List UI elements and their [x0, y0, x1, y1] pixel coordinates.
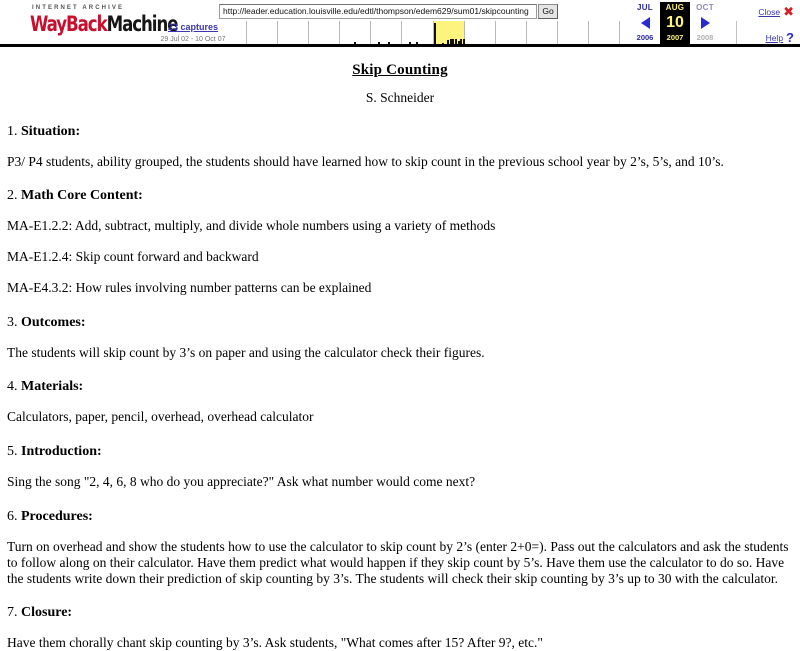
prev-period-column[interactable]	[630, 2, 660, 45]
wayback-machine-toolbar	[0, 0, 800, 47]
timeline-month[interactable]	[371, 21, 402, 47]
page-title: Skip Counting	[352, 62, 448, 78]
section-heading-6	[7, 510, 793, 524]
timeline-month[interactable]	[558, 21, 589, 47]
section-body-7: Have them chorally chant skip counting by 3’s. Ask students, "What comes after 15? After 9?, etc."	[7, 635, 543, 651]
timeline-capture-bar[interactable]	[378, 42, 380, 47]
timeline-month[interactable]	[527, 21, 558, 47]
timeline-capture-bars	[340, 21, 370, 47]
next-month-label: OCT	[696, 3, 714, 12]
section-body-3: The students will skip count by 3’s on paper and using the calculator check their figures.	[7, 344, 485, 360]
timeline-capture-bars	[558, 21, 588, 47]
timeline-capture-bar[interactable]	[447, 40, 449, 47]
close-icon[interactable]: ✖	[783, 4, 794, 19]
timeline-capture-bars	[247, 21, 277, 47]
section-label-4: Materials:	[21, 379, 84, 395]
section-number-4: 4.	[7, 379, 18, 395]
section-number-7: 7.	[7, 605, 18, 621]
current-month-label: AUG	[665, 3, 685, 12]
current-year-label: 2007	[666, 33, 684, 42]
timeline-month[interactable]	[309, 21, 340, 47]
timeline-month[interactable]	[465, 21, 496, 47]
section-number-5: 5.	[7, 444, 18, 460]
section-body-6: Turn on overhead and show the students how to use the calculator to skip count by 2’s (enter 2+0=). Pass out the calculators and ask the students to follow along on their calculator. Have them predict what would happen if they skip count by 5’s. Have them use the calculator to do so. Have the students write down their prediction of skip counting by 3’s. The students will check their skip counting by 3’s up to 30 with the calculator.	[7, 538, 789, 586]
timeline-capture-bars	[309, 21, 339, 47]
section-number-1: 1.	[7, 123, 18, 139]
help-control[interactable]	[738, 30, 794, 45]
section-number-3: 3.	[7, 314, 18, 330]
timeline-capture-bars	[434, 21, 464, 47]
timeline-capture-bar[interactable]	[442, 43, 444, 47]
section-label-7: Closure:	[21, 605, 73, 621]
section-label-1: Situation:	[21, 123, 81, 139]
timeline-capture-bars	[371, 21, 401, 47]
timeline-capture-bar[interactable]	[388, 42, 390, 47]
section-heading-4	[7, 380, 793, 394]
section-label-5: Introduction:	[21, 444, 102, 460]
timeline-capture-bars	[589, 21, 619, 47]
prev-arrow-cell[interactable]	[630, 13, 660, 33]
url-input[interactable]	[219, 4, 537, 19]
section-number-6: 6.	[7, 508, 18, 524]
help-link[interactable]: Help	[765, 33, 784, 43]
section-body-2-line-1: MA-E1.2.2: Add, subtract, multiply, and divide whole numbers using a variety of methods	[7, 218, 496, 234]
section-label-6: Procedures:	[21, 508, 93, 524]
timeline-capture-bar[interactable]	[416, 42, 418, 47]
captures-date-range: 29 Jul 02 - 10 Oct 07	[160, 36, 226, 43]
timeline-month[interactable]	[589, 21, 620, 47]
section-heading-2	[7, 189, 793, 203]
date-navigator	[630, 2, 730, 45]
next-year-label: 2008	[696, 33, 714, 42]
help-icon[interactable]: ?	[786, 30, 794, 45]
timeline-capture-bar[interactable]	[354, 42, 356, 47]
logo-wayback-text: WayBack	[30, 12, 107, 36]
timeline-month[interactable]	[247, 21, 278, 47]
section-body-4: Calculators, paper, pencil, overhead, overhead calculator	[7, 409, 314, 425]
section-label-2: Math Core Content:	[21, 188, 143, 204]
url-input-value: http://leader.education.louisville.edu/edtl/thompson/edem629/sum01/skipcounting	[223, 6, 529, 16]
chevron-right-icon[interactable]	[701, 17, 710, 29]
prev-year-label: 2006	[636, 33, 654, 42]
prev-month-label: JUL	[636, 3, 653, 12]
section-body-2-line-2: MA-E1.2.4: Skip count forward and backward	[7, 249, 259, 265]
timeline-capture-bars	[527, 21, 557, 47]
logo-machine-text: Machine	[106, 12, 178, 36]
next-period-column[interactable]	[690, 2, 720, 45]
go-button[interactable]: Go	[538, 4, 558, 19]
captures-count-link[interactable]: 23 captures	[167, 22, 219, 32]
timeline-capture-bar[interactable]	[452, 39, 454, 47]
section-body-1: P3/ P4 students, ability grouped, the students should have learned how to skip count in the previous school year by 2’s, 5’s, and 10’s.	[7, 153, 724, 169]
section-heading-7	[7, 606, 793, 620]
timeline-month[interactable]	[403, 21, 434, 47]
timeline-capture-bars	[496, 21, 526, 47]
timeline-capture-bar[interactable]	[434, 23, 436, 47]
section-number-2: 2.	[7, 188, 18, 204]
timeline-month[interactable]	[434, 21, 465, 47]
timeline-month[interactable]	[278, 21, 309, 47]
current-day-label: 10	[666, 14, 684, 31]
internet-archive-wordmark: INTERNET ARCHIVE	[32, 5, 125, 11]
section-body-5: Sing the song "2, 4, 6, 8 who do you appreciate?" Ask what number would come next?	[7, 474, 476, 490]
toolbar-divider	[736, 21, 737, 47]
timeline-capture-bars	[278, 21, 308, 47]
section-label-3: Outcomes:	[21, 314, 86, 330]
section-heading-3	[7, 316, 793, 330]
timeline-month[interactable]	[340, 21, 371, 47]
timeline-capture-bar[interactable]	[409, 42, 411, 47]
archived-page-content	[0, 63, 800, 651]
timeline-capture-bars	[465, 21, 495, 47]
captures-summary	[143, 22, 243, 45]
capture-timeline[interactable]	[246, 21, 620, 47]
close-link[interactable]: Close	[758, 7, 781, 17]
chevron-left-icon[interactable]	[641, 17, 650, 29]
section-body-2-line-3: MA-E4.3.2: How rules involving number patterns can be explained	[7, 279, 372, 295]
current-period-column[interactable]	[660, 2, 690, 45]
timeline-month[interactable]	[496, 21, 527, 47]
page-author: S. Schneider	[365, 90, 435, 105]
close-control[interactable]	[738, 4, 794, 20]
next-arrow-cell[interactable]	[690, 13, 720, 33]
timeline-capture-bars	[403, 21, 433, 47]
section-heading-5	[7, 445, 793, 459]
section-heading-1	[7, 125, 793, 139]
